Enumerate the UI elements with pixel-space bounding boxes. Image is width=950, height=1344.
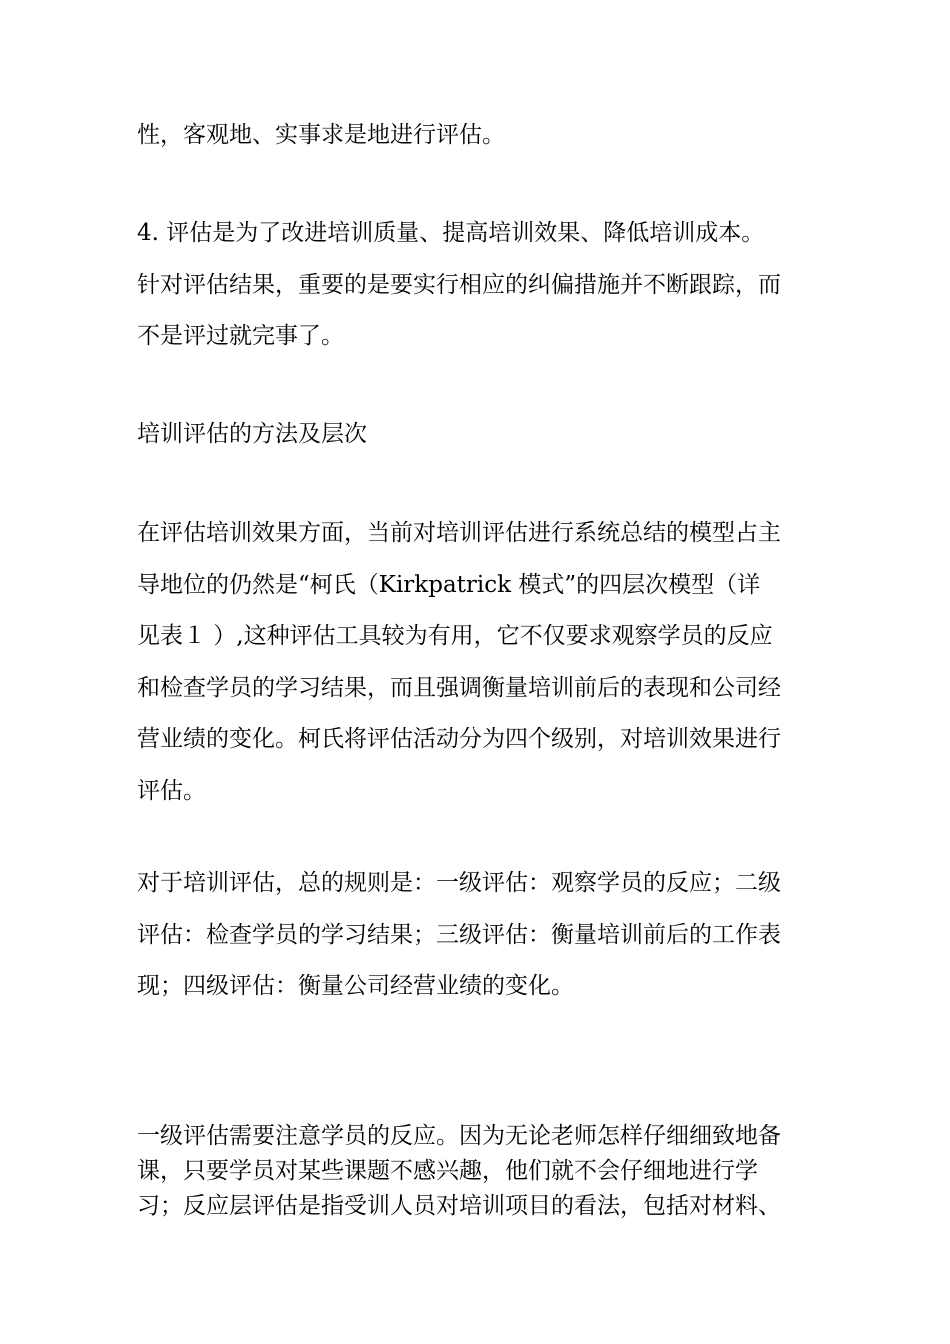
section-heading xyxy=(137,409,829,461)
text-line: 针对评估结果，重要的是要实行相应的纠偏措施并不断跟踪，而 xyxy=(137,271,781,298)
text-line: 见表１ ）,这种评估工具较为有用，它不仅要求观察学员的反应 xyxy=(137,623,773,649)
text-line: 现；四级评估：衡量公司经营业绩的变化。 xyxy=(137,973,574,999)
text-line: 不是评过就完事了。 xyxy=(137,323,344,349)
text-line: 对于培训评估，总的规则是：一级评估：观察学员的反应；二级 xyxy=(137,870,781,896)
text-line: 习；反应层评估是指受训人员对培训项目的看法，包括对材料、 xyxy=(137,1193,781,1219)
heading-text: 培训评估的方法及层次 xyxy=(137,421,367,447)
text-line: 一级评估需要注意学员的反应。因为无论老师怎样仔细细致地备 xyxy=(137,1123,781,1149)
text-line: 性，客观地、实事求是地进行评估。 xyxy=(137,122,505,148)
text-line: 在评估培训效果方面，当前对培训评估进行系统总结的模型占主 xyxy=(137,520,781,546)
text-line: 和检查学员的学习结果，而且强调衡量培训前后的表现和公司经 xyxy=(137,674,781,701)
paragraph-kirkpatrick-model xyxy=(137,508,829,817)
text-line: 4. 评估是为了改进培训质量、提高培训效果、降低培训成本。 xyxy=(137,220,765,246)
text-line: 评估：检查学员的学习结果；三级评估：衡量培训前后的工作表 xyxy=(137,921,781,948)
paragraph-intro-fragment xyxy=(137,110,829,162)
text-line: 课，只要学员对某些课题不感兴趣，他们就不会仔细地进行学 xyxy=(137,1158,758,1184)
paragraph-level-one xyxy=(137,1119,829,1224)
text-line: 导地位的仍然是“柯氏（Kirkpatrick 模式”的四层次模型（详 xyxy=(137,571,761,598)
text-line: 评估。 xyxy=(137,777,206,804)
paragraph-evaluation-rules xyxy=(137,858,829,1013)
paragraph-point-4 xyxy=(137,208,829,363)
text-line: 营业绩的变化。柯氏将评估活动分为四个级别，对培训效果进行 xyxy=(137,726,781,752)
